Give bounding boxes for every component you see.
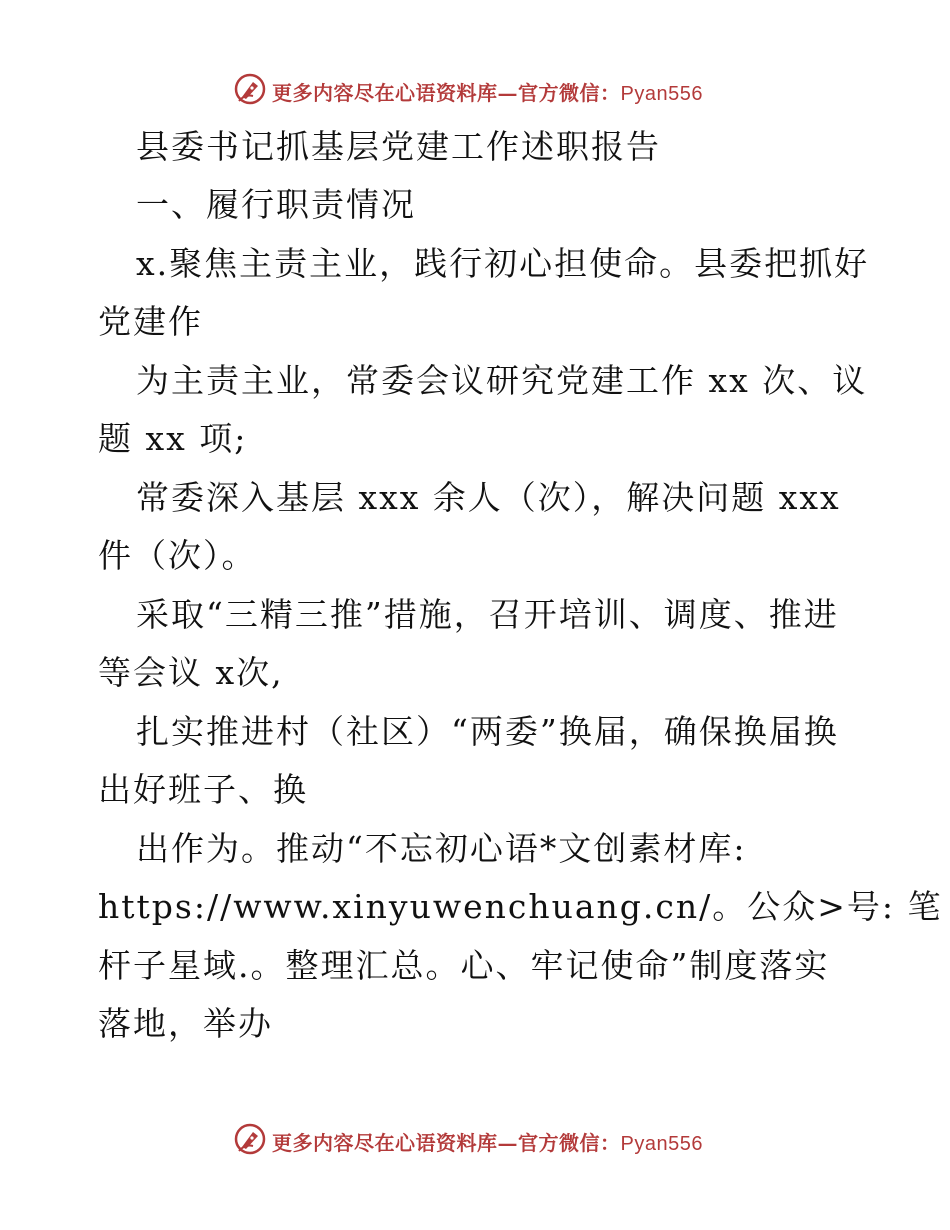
watermark-account: Pyan556 (620, 83, 703, 105)
paragraph-line: https://www.xinyuwenchuang.cn/。公众>号: 笔 (98, 887, 943, 926)
watermark-account: Pyan556 (620, 1133, 703, 1155)
paragraph-line: 件（次）。 (98, 536, 257, 575)
paragraph-line: 扎实推进村（社区）“两委”换届，确保换届换 (136, 712, 839, 751)
paragraph-line: 杆子星域.。整理汇总。心、牢记使命”制度落实 (98, 946, 830, 985)
paragraph-line: 等会议 x次, (98, 653, 284, 692)
paragraph-line: 题 xx 项; (98, 419, 248, 458)
section-heading: 一、履行职责情况 (136, 185, 416, 224)
paragraph-line: x.聚焦主责主业，践行初心担使命。县委把抓好 (136, 244, 870, 283)
paragraph-line: 落地，举办 (98, 1004, 273, 1043)
paragraph-line: 为主责主业，常委会议研究党建工作 xx 次、议 (136, 361, 868, 400)
watermark-text (272, 1127, 703, 1156)
footer-watermark (0, 1120, 950, 1160)
document-title: 县委书记抓基层党建工作述职报告 (136, 127, 661, 166)
watermark-label: 更多内容尽在心语资料库—官方微信： (272, 1131, 621, 1155)
paragraph-line: 采取“三精三推”措施，召开培训、调度、推进 (136, 595, 839, 634)
paragraph-line: 出作为。推动“不忘初心语*文创素材库: (136, 829, 747, 868)
pen-nib-logo-icon (233, 72, 267, 106)
pen-nib-logo-icon (233, 1122, 267, 1156)
watermark-text (272, 77, 703, 106)
paragraph-line: 常委深入基层 xxx 余人（次），解决问题 xxx (136, 478, 841, 517)
header-watermark (0, 70, 950, 110)
watermark-label: 更多内容尽在心语资料库—官方微信： (272, 81, 621, 105)
paragraph-line: 党建作 (98, 302, 203, 341)
paragraph-line: 出好班子、换 (98, 770, 308, 809)
